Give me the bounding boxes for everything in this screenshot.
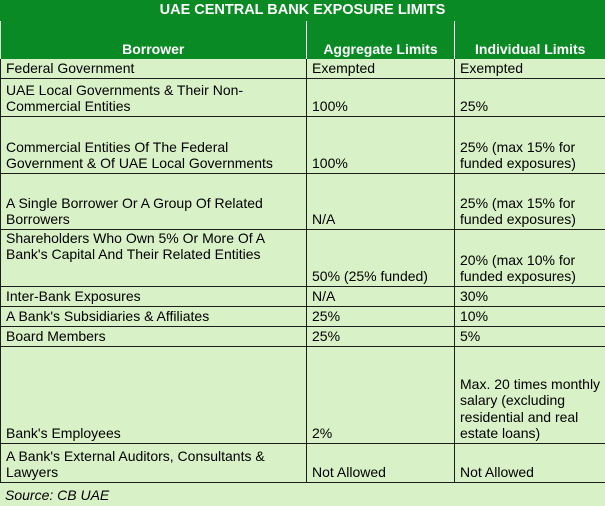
header-row [1, 21, 605, 59]
borrower-cell: Commercial Entities Of The Federal Government & Of UAE Local Governments [1, 116, 307, 173]
borrower-cell: Board Members [1, 326, 307, 346]
table-row [1, 59, 605, 78]
individual-cell: 10% [455, 306, 605, 326]
header-aggregate: Aggregate Limits [307, 21, 455, 59]
table-row [1, 326, 605, 346]
borrower-cell: A Bank's Subsidiaries & Affiliates [1, 306, 307, 326]
aggregate-cell: N/A [307, 286, 455, 306]
aggregate-cell: 100% [307, 116, 455, 173]
table-row [1, 78, 605, 116]
borrower-cell: A Bank's External Auditors, Consultants & Lawyers [1, 443, 307, 482]
aggregate-cell: 50% (25% funded) [307, 229, 455, 286]
aggregate-cell: Not Allowed [307, 443, 455, 482]
source-note: Source: CB UAE [5, 487, 110, 503]
borrower-cell: Federal Government [1, 59, 307, 78]
table-row [1, 346, 605, 443]
aggregate-cell: Exempted [307, 59, 455, 78]
individual-cell: 25% [455, 78, 605, 116]
table-row [1, 306, 605, 326]
individual-cell: Max. 20 times monthly salary (excluding residential and real estate loans) [455, 346, 605, 443]
individual-cell: 20% (max 10% for funded exposures) [455, 229, 605, 286]
individual-cell: 25% (max 15% for funded exposures) [455, 173, 605, 229]
individual-cell: 5% [455, 326, 605, 346]
table-row [1, 286, 605, 306]
limits-table [0, 21, 605, 483]
table-row [1, 116, 605, 173]
header-borrower: Borrower [1, 21, 307, 59]
borrower-cell: Inter-Bank Exposures [1, 286, 307, 306]
aggregate-cell: 100% [307, 78, 455, 116]
table-title: UAE CENTRAL BANK EXPOSURE LIMITS [0, 0, 605, 22]
borrower-cell: Bank's Employees [1, 346, 307, 443]
table-row [1, 173, 605, 229]
individual-cell: Not Allowed [455, 443, 605, 482]
individual-cell: 25% (max 15% for funded exposures) [455, 116, 605, 173]
aggregate-cell: N/A [307, 173, 455, 229]
individual-cell: Exempted [455, 59, 605, 78]
aggregate-cell: 25% [307, 306, 455, 326]
borrower-cell: UAE Local Governments & Their Non-Commercial Entities [1, 78, 307, 116]
table-row [1, 443, 605, 482]
header-individual: Individual Limits [455, 21, 605, 59]
borrower-cell: Shareholders Who Own 5% Or More Of A Bank's Capital And Their Related Entities [1, 229, 307, 286]
aggregate-cell: 2% [307, 346, 455, 443]
borrower-cell: A Single Borrower Or A Group Of Related Borrowers [1, 173, 307, 229]
individual-cell: 30% [455, 286, 605, 306]
aggregate-cell: 25% [307, 326, 455, 346]
table-row [1, 229, 605, 286]
